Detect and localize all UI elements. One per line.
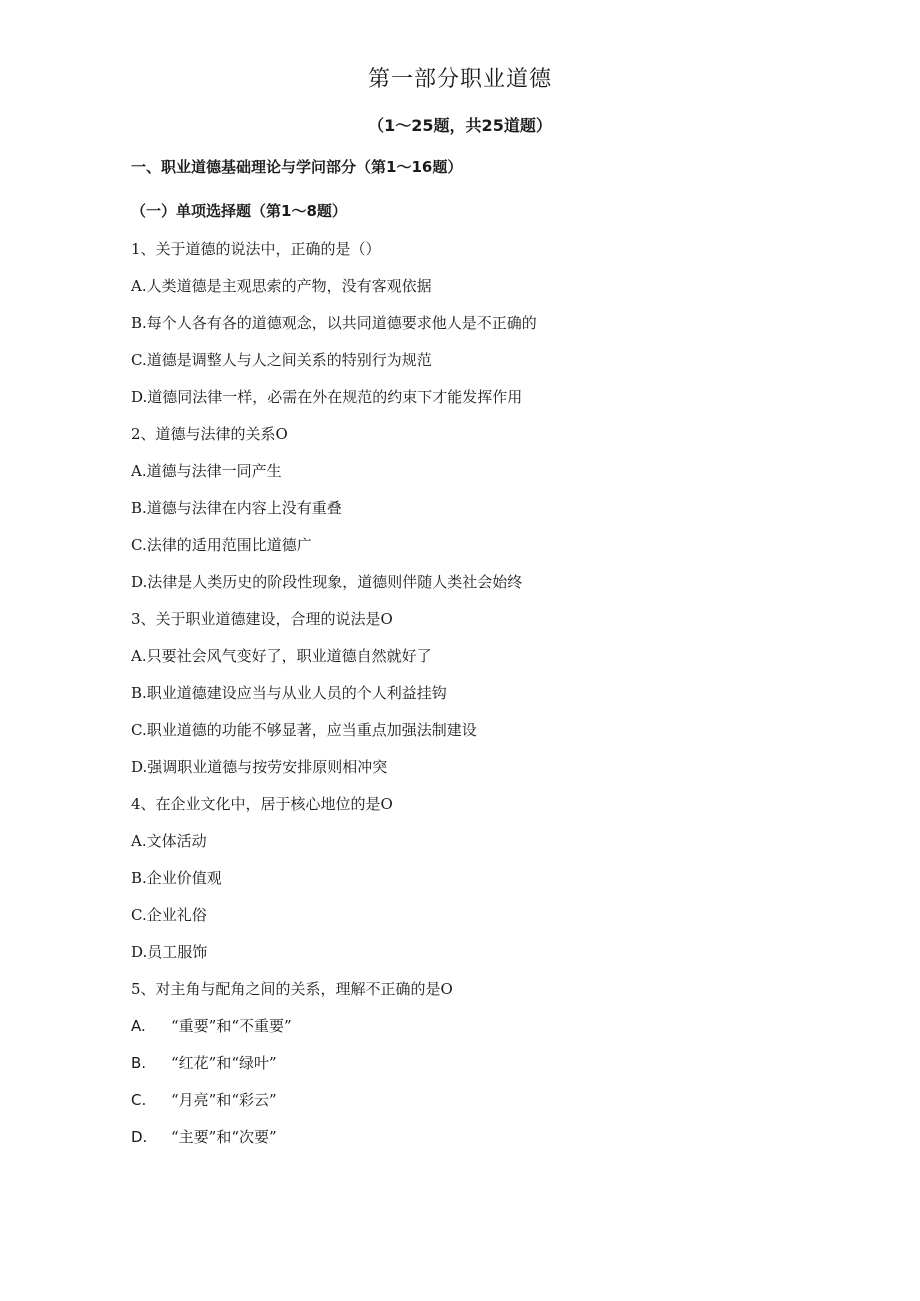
option-text: “红花”和“绿叶” (171, 1054, 277, 1072)
question-stem: 3、关于职业道德建设，合理的说法是O (131, 610, 393, 628)
question-option (131, 1053, 277, 1073)
subsection-heading: （一）单项选择题（第1〜8题） (131, 202, 347, 220)
question-option: C.法律的适用范围比道德广 (131, 536, 312, 554)
question-option: A.人类道德是主观思索的产物，没有客观依据 (131, 277, 432, 295)
question-option: B.职业道德建设应当与从业人员的个人利益挂钩 (131, 684, 447, 702)
question-option: C.道德是调整人与人之间关系的特别行为规范 (131, 351, 432, 369)
question-stem: 5、对主角与配角之间的关系，理解不正确的是O (131, 980, 453, 998)
page-subtitle: （1〜25题，共25道题） (368, 116, 552, 135)
question-option: B.每个人各有各的道德观念，以共同道德要求他人是不正确的 (131, 314, 537, 332)
question-stem: 1、关于道德的说法中，正确的是（） (131, 240, 381, 258)
question-option: C.企业礼俗 (131, 906, 207, 924)
option-letter: D. (131, 1128, 148, 1146)
question-option (131, 1016, 292, 1036)
option-letter: C. (131, 1091, 147, 1109)
question-option: A.道德与法律一同产生 (131, 462, 282, 480)
question-option (131, 1127, 277, 1147)
question-option: D.员工服饰 (131, 943, 208, 961)
question-option: D.道德同法律一样，必需在外在规范的约束下才能发挥作用 (131, 388, 523, 406)
question-stem: 2、道德与法律的关系O (131, 425, 288, 443)
option-letter: B. (131, 1054, 147, 1072)
question-option: A.文体活动 (131, 832, 207, 850)
question-option: B.企业价值观 (131, 869, 222, 887)
question-stem: 4、在企业文化中，居于核心地位的是O (131, 795, 393, 813)
option-text: “月亮”和“彩云” (171, 1091, 277, 1109)
option-text: “主要”和“次要” (171, 1128, 277, 1146)
question-option: D.强调职业道德与按劳安排原则相冲突 (131, 758, 388, 776)
page-title: 第一部分职业道德 (367, 67, 552, 92)
question-option: A.只要社会风气变好了，职业道德自然就好了 (131, 647, 432, 665)
question-option (131, 1090, 277, 1110)
option-letter: A. (131, 1017, 146, 1035)
section-heading: 一、职业道德基础理论与学问部分（第1〜16题） (131, 158, 463, 176)
question-option: B.道德与法律在内容上没有重叠 (131, 499, 342, 517)
question-option: C.职业道德的功能不够显著，应当重点加强法制建设 (131, 721, 477, 739)
question-option: D.法律是人类历史的阶段性现象，道德则伴随人类社会始终 (131, 573, 523, 591)
option-text: “重要”和“不重要” (171, 1017, 292, 1035)
